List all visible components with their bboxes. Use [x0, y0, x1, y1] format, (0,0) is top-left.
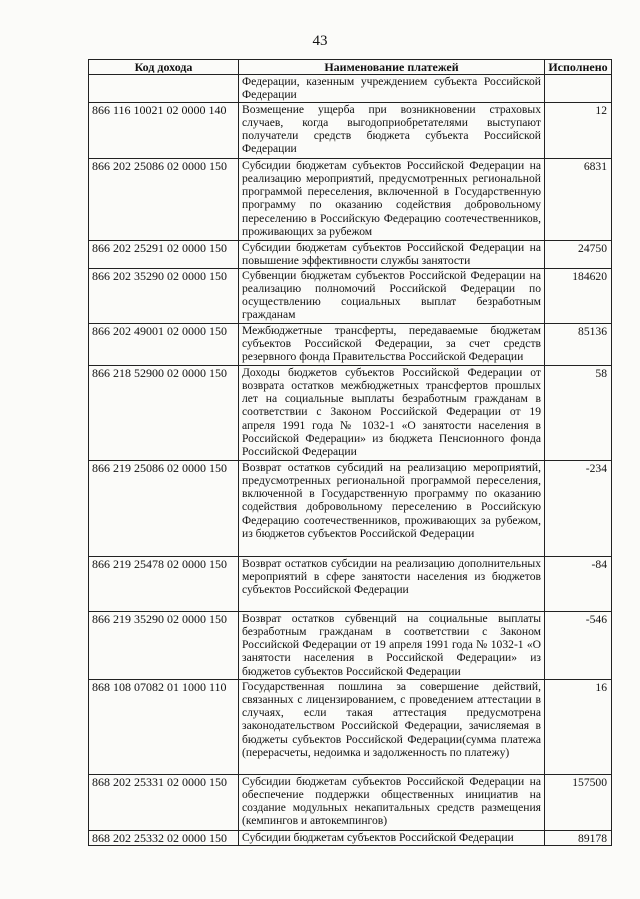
row-amount: 85136 [545, 323, 612, 365]
table-row [89, 158, 612, 240]
revenue-table [88, 59, 612, 846]
table-row [89, 365, 612, 460]
table-row [89, 460, 612, 556]
table-row [89, 679, 612, 774]
row-code: 868 202 25331 02 0000 150 [89, 774, 239, 830]
row-name: Межбюджетные трансферты, передаваемые бюджетам субъектов Российской Федерации, за счет средств резервного фонда Правительства Российской Федерации [239, 323, 545, 365]
row-amount [545, 75, 612, 103]
header-amount: Исполнено [545, 60, 612, 75]
row-name: Государственная пошлина за совершение действий, связанных с лицензированием, с проведением аттестации в случаях, если такая аттестация предусмотрена законодательством Российской Федерации, зачисляемая в бюджеты субъектов Российской Федерации(сумма платежа (перерасчеты, недоимка и задолженность по платежу) [239, 679, 545, 774]
row-amount: 12 [545, 102, 612, 158]
page-number: 43 [312, 33, 328, 49]
table-row [89, 323, 612, 365]
row-amount: 58 [545, 365, 612, 460]
table-header [89, 60, 612, 75]
table-row [89, 556, 612, 611]
row-amount: -546 [545, 611, 612, 679]
row-name: Субсидии бюджетам субъектов Российской Федерации [239, 830, 545, 845]
row-code: 868 202 25332 02 0000 150 [89, 830, 239, 845]
row-code: 866 202 25291 02 0000 150 [89, 240, 239, 268]
row-code: 866 202 49001 02 0000 150 [89, 323, 239, 365]
row-code: 866 202 35290 02 0000 150 [89, 268, 239, 323]
row-amount: 24750 [545, 240, 612, 268]
table-row [89, 830, 612, 845]
row-code: 866 219 25086 02 0000 150 [89, 460, 239, 556]
row-amount: 157500 [545, 774, 612, 830]
row-name: Субвенции бюджетам субъектов Российской Федерации на реализацию полномочий Российской Федерации по осуществлению социальных выплат безработным гражданам [239, 268, 545, 323]
table-row [89, 268, 612, 323]
row-name: Возврат остатков субсидий на реализацию мероприятий, предусмотренных региональной программой переселения, включенной в Государственную программу по оказанию содействия добровольному переселению в Российскую Федерацию соотечественников, проживающих за рубежом, из бюджетов субъектов Российской Федерации [239, 460, 545, 556]
row-name: Возврат остатков субсидии на реализацию дополнительных мероприятий в сфере занятости населения из бюджетов субъектов Российской Федерации [239, 556, 545, 611]
row-name: Субсидии бюджетам субъектов Российской Федерации на повышение эффективности службы занятости [239, 240, 545, 268]
table-row [89, 102, 612, 158]
row-amount: -84 [545, 556, 612, 611]
table-row [89, 75, 612, 103]
row-code: 866 116 10021 02 0000 140 [89, 102, 239, 158]
row-name: Субсидии бюджетам субъектов Российской Федерации на обеспечение поддержки общественных инициатив на создание модульных некапитальных средств размещения (кемпингов и автокемпингов) [239, 774, 545, 830]
row-name: Возврат остатков субвенций на социальные выплаты безработным гражданам в соответствии с Законом Российской Федерации от 19 апреля 1991 года № 1032-1 «О занятости населения в Российской Федерации» из бюджетов субъектов Российской Федерации [239, 611, 545, 679]
row-amount: 6831 [545, 158, 612, 240]
table-row [89, 774, 612, 830]
row-name: Федерации, казенным учреждением субъекта Российской Федерации [239, 75, 545, 103]
row-name: Доходы бюджетов субъектов Российской Федерации от возврата остатков межбюджетных трансфертов прошлых лет на социальные выплаты безработным гражданам в соответствии с Законом Российской Федерации от 19 апреля 1991 года № 1032-1 «О занятости населения в Российской Федерации» из бюджета Пенсионного фонда Российской Федерации [239, 365, 545, 460]
row-amount: 89178 [545, 830, 612, 845]
row-code: 868 108 07082 01 1000 110 [89, 679, 239, 774]
row-amount: 184620 [545, 268, 612, 323]
header-code: Код дохода [89, 60, 239, 75]
row-code [89, 75, 239, 103]
row-amount: -234 [545, 460, 612, 556]
row-code: 866 202 25086 02 0000 150 [89, 158, 239, 240]
row-amount: 16 [545, 679, 612, 774]
row-code: 866 218 52900 02 0000 150 [89, 365, 239, 460]
header-name: Наименование платежей [239, 60, 545, 75]
row-name: Возмещение ущерба при возникновении страховых случаев, когда выгодоприобретателями выступают получатели средств бюджета субъекта Российской Федерации [239, 102, 545, 158]
row-name: Субсидии бюджетам субъектов Российской Федерации на реализацию мероприятий, предусмотренных региональной программой переселения, включенной в Государственную программу по оказанию содействия добровольному переселению в Российскую Федерацию соотечественников, проживающих за рубежом [239, 158, 545, 240]
row-code: 866 219 25478 02 0000 150 [89, 556, 239, 611]
row-code: 866 219 35290 02 0000 150 [89, 611, 239, 679]
table-row [89, 240, 612, 268]
table-row [89, 611, 612, 679]
